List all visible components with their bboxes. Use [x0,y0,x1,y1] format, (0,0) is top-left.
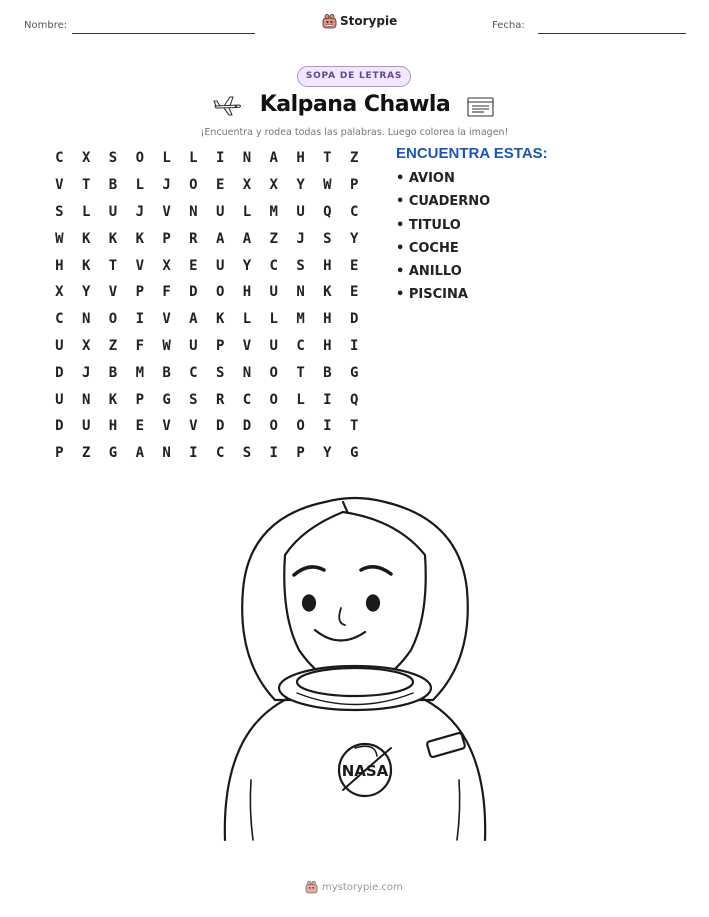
word-list-title: ENCUENTRA ESTAS: [396,145,548,162]
grid-letter[interactable]: R [189,230,198,247]
grid-letter[interactable]: H [323,337,332,354]
grid-letter[interactable]: U [81,418,91,435]
grid-letter[interactable]: Y [296,177,305,194]
grid-letter[interactable]: O [215,284,225,301]
grid-letter[interactable]: S [296,257,305,274]
grid-letter[interactable]: L [162,150,171,167]
grid-row [46,252,368,279]
grid-letter[interactable]: U [269,284,278,301]
grid-letter[interactable]: C [269,257,278,274]
grid-letter[interactable]: Y [323,445,332,462]
grid-letter[interactable]: V [55,177,64,194]
grid-letter[interactable]: L [296,391,305,408]
grid-letter[interactable]: H [323,311,332,328]
grid-row [46,440,368,467]
grid-letter[interactable]: K [215,311,225,328]
grid-letter[interactable]: T [296,364,305,381]
grid-letter[interactable]: E [349,257,359,274]
grid-letter[interactable]: N [162,445,171,462]
grid-letter[interactable]: L [242,311,252,328]
grid-letter[interactable]: L [269,311,278,328]
grid-letter[interactable]: Z [269,230,278,247]
grid-letter[interactable]: K [135,230,144,247]
grid-letter[interactable]: L [81,203,91,220]
astronaut-illustration[interactable] [215,490,495,850]
grid-letter[interactable]: D [189,284,198,301]
grid-letter[interactable]: S [55,203,64,220]
grid-letter[interactable]: O [269,418,278,435]
grid-letter[interactable]: O [269,364,278,381]
word-item: • COCHE [396,241,490,264]
grid-letter[interactable]: K [108,230,118,247]
grid-letter[interactable]: P [162,230,171,247]
grid-letter[interactable]: G [108,445,118,462]
grid-letter[interactable]: X [242,177,252,194]
grid-letter[interactable]: D [242,418,252,435]
grid-letter[interactable]: K [81,257,91,274]
grid-letter[interactable]: B [162,364,171,381]
grid-letter[interactable]: C [215,445,225,462]
grid-letter[interactable]: A [269,150,278,167]
grid-letter[interactable]: C [55,150,64,167]
grid-letter[interactable]: B [323,364,332,381]
date-label: Fecha: [492,20,525,31]
grid-letter[interactable]: P [55,445,64,462]
grid-letter[interactable]: S [215,364,225,381]
grid-letter[interactable]: J [296,230,305,247]
grid-letter[interactable]: N [296,284,305,301]
grid-letter[interactable]: L [242,203,252,220]
footer [305,880,403,894]
notebook-icon [466,95,496,119]
grid-letter[interactable]: R [215,391,225,408]
grid-letter[interactable]: I [323,418,332,435]
grid-letter[interactable]: I [189,445,198,462]
grid-letter[interactable]: N [81,311,91,328]
grid-row [46,225,368,252]
grid-letter[interactable]: N [81,391,91,408]
grid-letter[interactable]: Q [349,391,359,408]
grid-letter[interactable]: X [81,150,91,167]
grid-row [46,199,368,226]
grid-letter[interactable]: C [349,203,359,220]
grid-letter[interactable]: E [349,284,359,301]
nasa-patch-text: NASA [341,762,389,780]
grid-letter[interactable]: W [55,230,64,247]
grid-letter[interactable]: C [242,391,252,408]
grid-letter[interactable]: O [108,311,118,328]
instructions: ¡Encuentra y rodea todas las palabras. Luego colorea la imagen! [200,127,509,138]
grid-letter[interactable]: C [55,311,64,328]
storypie-logo-icon [322,13,337,29]
grid-letter[interactable]: H [55,257,64,274]
grid-letter[interactable]: S [242,445,252,462]
brand-name: Storypie [340,14,398,28]
grid-letter[interactable]: F [135,337,144,354]
grid-letter[interactable]: P [296,445,305,462]
grid-letter[interactable]: L [135,177,144,194]
grid-letter[interactable]: V [162,418,171,435]
grid-letter[interactable]: H [242,284,252,301]
grid-letter[interactable]: O [189,177,198,194]
footer-url[interactable]: mystorypie.com [322,881,403,893]
grid-letter[interactable]: P [135,391,144,408]
grid-letter[interactable]: E [135,418,144,435]
grid-letter[interactable]: Z [108,337,118,354]
grid-letter[interactable]: H [108,418,118,435]
grid-letter[interactable]: X [81,337,91,354]
word-item: • CUADERNO [396,194,490,217]
grid-letter[interactable]: W [323,177,332,194]
page-title: Kalpana Chawla [259,92,451,117]
grid-letter[interactable]: I [349,337,359,354]
grid-letter[interactable]: A [189,311,198,328]
grid-letter[interactable]: K [323,284,332,301]
grid-letter[interactable]: V [189,418,198,435]
grid-letter[interactable]: W [162,337,171,354]
grid-letter[interactable]: A [135,445,144,462]
grid-letter[interactable]: A [242,230,252,247]
grid-letter[interactable]: U [215,203,225,220]
grid-letter[interactable]: G [349,445,359,462]
grid-letter[interactable]: K [108,391,118,408]
grid-letter[interactable]: D [55,418,64,435]
grid-letter[interactable]: U [55,391,64,408]
grid-letter[interactable]: P [349,177,359,194]
grid-letter[interactable]: Y [81,284,91,301]
grid-letter[interactable]: D [349,311,359,328]
grid-row [46,172,368,199]
grid-letter[interactable]: C [296,337,305,354]
grid-letter[interactable]: J [81,364,91,381]
grid-letter[interactable]: V [135,257,144,274]
grid-letter[interactable]: T [349,418,359,435]
grid-row [46,413,368,440]
grid-row [46,359,368,386]
grid-letter[interactable]: U [215,257,225,274]
grid-letter[interactable]: Z [81,445,91,462]
grid-letter[interactable]: O [269,391,278,408]
grid-letter[interactable]: N [242,150,252,167]
grid-letter[interactable]: X [162,257,171,274]
storypie-logo-icon [305,880,318,894]
brand-logo [322,13,397,29]
grid-letter[interactable]: P [215,337,225,354]
grid-letter[interactable]: U [269,337,278,354]
grid-letter[interactable]: S [108,150,118,167]
grid-letter[interactable]: I [269,445,278,462]
grid-letter[interactable]: G [162,391,171,408]
grid-letter[interactable]: J [135,203,144,220]
grid-letter[interactable]: S [323,230,332,247]
grid-letter[interactable]: G [349,364,359,381]
word-item: • ANILLO [396,264,490,287]
word-item: • TITULO [396,218,490,241]
grid-letter[interactable]: V [108,284,118,301]
name-line[interactable] [72,33,255,34]
grid-letter[interactable]: S [189,391,198,408]
grid-row [46,386,368,413]
grid-letter[interactable]: V [162,203,171,220]
grid-letter[interactable]: J [162,177,171,194]
grid-letter[interactable]: P [135,284,144,301]
grid-letter[interactable]: V [242,337,252,354]
grid-letter[interactable]: T [108,257,118,274]
grid-letter[interactable]: I [215,150,225,167]
grid-letter[interactable]: C [189,364,198,381]
grid-letter[interactable]: Q [323,203,332,220]
grid-letter[interactable]: F [162,284,171,301]
grid-letter[interactable]: O [296,418,305,435]
word-list [396,171,490,311]
grid-row [46,306,368,333]
grid-letter[interactable]: K [81,230,91,247]
grid-letter[interactable]: M [135,364,144,381]
grid-letter[interactable]: A [215,230,225,247]
grid-letter[interactable]: O [135,150,144,167]
grid-letter[interactable]: Y [349,230,359,247]
grid-letter[interactable]: U [55,337,64,354]
grid-letter[interactable]: X [55,284,64,301]
grid-row [46,333,368,360]
grid-letter[interactable]: E [215,177,225,194]
grid-letter[interactable]: N [189,203,198,220]
grid-letter[interactable]: B [108,177,118,194]
grid-letter[interactable]: T [323,150,332,167]
grid-letter[interactable]: H [323,257,332,274]
grid-letter[interactable]: E [189,257,198,274]
grid-letter[interactable]: D [215,418,225,435]
grid-letter[interactable]: M [269,203,278,220]
grid-letter[interactable]: U [108,203,118,220]
grid-letter[interactable]: I [323,391,332,408]
word-item: • AVION [396,171,490,194]
activity-badge: SOPA DE LETRAS [297,66,411,87]
grid-letter[interactable]: N [242,364,252,381]
grid-letter[interactable]: V [162,311,171,328]
grid-letter[interactable]: X [269,177,278,194]
grid-letter[interactable]: B [108,364,118,381]
name-label: Nombre: [24,20,68,31]
grid-letter[interactable]: M [296,311,305,328]
grid-row [46,145,368,172]
word-item: • PISCINA [396,287,490,310]
grid-letter[interactable]: U [189,337,198,354]
grid-letter[interactable]: T [81,177,91,194]
grid-letter[interactable]: L [189,150,198,167]
grid-letter[interactable]: H [296,150,305,167]
grid-row [46,279,368,306]
grid-letter[interactable]: D [55,364,64,381]
grid-letter[interactable]: Z [349,150,359,167]
airplane-icon [212,94,244,118]
grid-letter[interactable]: U [296,203,305,220]
date-line[interactable] [538,33,686,34]
grid-letter[interactable]: Y [242,257,252,274]
word-search-grid[interactable] [46,145,368,467]
grid-letter[interactable]: I [135,311,144,328]
